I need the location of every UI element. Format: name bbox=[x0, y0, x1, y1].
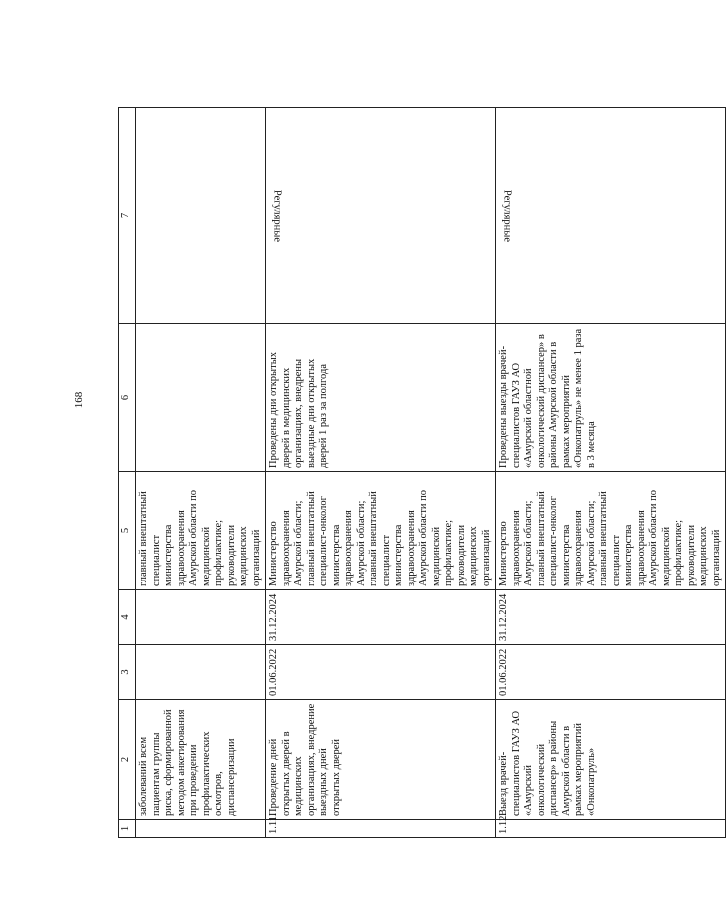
responsible: Министерство здравоохранения Амурской области; главный внештатный специалист-онколог министерства здравоохранения Амурской области; главный внештатный специалист министерства здравоохранения Амурской области по медицинской профилактике; руководители медицинских организаций bbox=[266, 472, 496, 590]
event-name: Проведение дней открытых дверей в медицинских организациях, внедрение выездных дней открытых дверей bbox=[266, 700, 496, 820]
header-cell-6: 6 bbox=[119, 324, 136, 472]
event-name: Выезд врачей-специалистов ГАУЗ АО «Амурский онкологический диспансер» в районы Амурской области в рамках мероприятий «Онкопатруль» bbox=[496, 700, 726, 820]
end-date: 31.12.2024 bbox=[266, 590, 496, 645]
result bbox=[136, 324, 266, 472]
events-table bbox=[118, 107, 726, 838]
end-date bbox=[136, 590, 266, 645]
table-row bbox=[266, 108, 496, 838]
table-header-row bbox=[119, 108, 136, 838]
header-cell-2: 2 bbox=[119, 700, 136, 820]
start-date: 01.06.2022 bbox=[496, 645, 726, 700]
frequency-text: Регулярные bbox=[501, 189, 513, 242]
rotated-table-container bbox=[118, 108, 722, 838]
result: Проведены выезды врачей-специалистов ГАУЗ АО «Амурский областной онкологический диспансер» в районы Амурской области в рамках мероприятий «Онкопатруль» не менее 1 раза в 3 месяца bbox=[496, 324, 726, 472]
start-date: 01.06.2022 bbox=[266, 645, 496, 700]
end-date: 31.12.2024 bbox=[496, 590, 726, 645]
responsible: главный внештатный специалист министерства здравоохранения Амурской области по медицинской профилактике; руководители медицинских организаций bbox=[136, 472, 266, 590]
header-cell-1: 1 bbox=[119, 820, 136, 838]
frequency bbox=[136, 108, 266, 324]
responsible: Министерство здравоохранения Амурской области; главный внештатный специалист-онколог министерства здравоохранения Амурской области; главный внештатный специалист министерства здравоохранения Амурской области по медицинской профилактике; руководители медицинских организаций bbox=[496, 472, 726, 590]
header-cell-4: 4 bbox=[119, 590, 136, 645]
event-name: заболеваний всем пациентам группы риска, сформированной методом анкетирования при проведении профилактических осмотров, диспансеризации bbox=[136, 700, 266, 820]
frequency bbox=[496, 108, 726, 324]
header-cell-5: 5 bbox=[119, 472, 136, 590]
header-cell-7: 7 bbox=[119, 108, 136, 324]
header-cell-3: 3 bbox=[119, 645, 136, 700]
table-row bbox=[496, 108, 726, 838]
row-number bbox=[136, 820, 266, 838]
start-date bbox=[136, 645, 266, 700]
frequency bbox=[266, 108, 496, 324]
table-row bbox=[136, 108, 266, 838]
frequency-text: Регулярные bbox=[271, 189, 283, 242]
row-number: 1.12. bbox=[496, 820, 726, 838]
result: Проведены дни открытых дверей в медицинских организациях, внедрены выездные дни открытых дверей 1 раз за полгода bbox=[266, 324, 496, 472]
row-number: 1.11. bbox=[266, 820, 496, 838]
page-number: 168 bbox=[73, 391, 85, 409]
